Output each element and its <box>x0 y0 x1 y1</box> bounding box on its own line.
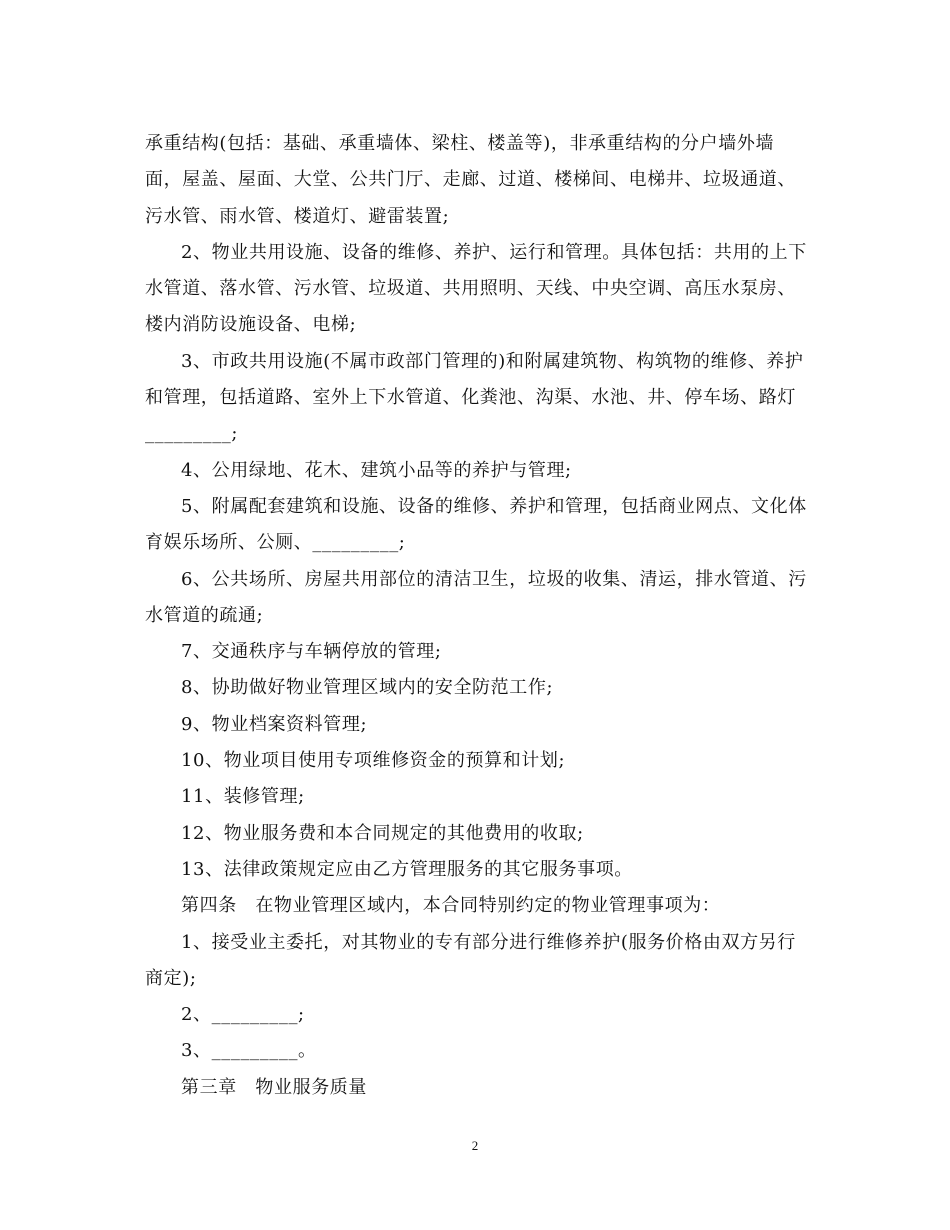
text-line: 水管道的疏通; <box>145 604 264 626</box>
text-line: 楼内消防设施设备、电梯; <box>145 314 357 336</box>
text-line: 面，屋盖、屋面、大堂、公共门厅、走廊、过道、楼梯间、电梯井、垃圾通道、 <box>145 169 796 191</box>
page-number: 2 <box>471 1138 479 1153</box>
text-line: 第四条 在物业管理区域内，本合同特别约定的物业管理事项为： <box>181 895 721 917</box>
text-line: 7、交通秩序与车辆停放的管理; <box>181 641 442 663</box>
text-line: 4、公用绿地、花木、建筑小品等的养护与管理; <box>181 459 572 481</box>
text-line: _________; <box>145 423 239 445</box>
text-line: 2、_________; <box>181 1004 305 1026</box>
text-line: 2、物业共用设施、设备的维修、养护、运行和管理。具体包括：共用的上下 <box>181 241 807 263</box>
text-line: 承重结构(包括：基础、承重墙体、梁柱、楼盖等)，非承重结构的分户墙外墙 <box>145 133 775 154</box>
text-line: 1、接受业主委托，对其物业的专有部分进行维修养护(服务价格由双方另行 <box>181 931 796 953</box>
text-line: 10、物业项目使用专项维修资金的预算和计划; <box>181 750 566 772</box>
text-line: 5、附属配套建筑和设施、设备的维修、养护和管理，包括商业网点、文化体 <box>181 495 807 517</box>
text-line: 第三章 物业服务质量 <box>181 1076 367 1098</box>
text-line: 12、物业服务费和本合同规定的其他费用的收取; <box>181 822 584 844</box>
text-line: 污水管、雨水管、楼道灯、避雷装置; <box>145 205 450 227</box>
text-line: 11、装修管理; <box>181 786 305 808</box>
text-line: 6、公共场所、房屋共用部位的清洁卫生，垃圾的收集、清运，排水管道、污 <box>181 568 807 590</box>
text-line: 水管道、落水管、污水管、垃圾道、共用照明、天线、中央空调、高压水泵房、 <box>145 278 796 300</box>
document-body <box>145 126 810 1106</box>
text-line: 13、法律政策规定应由乙方管理服务的其它服务事项。 <box>181 858 633 880</box>
text-line: 9、物业档案资料管理; <box>181 713 368 735</box>
text-line: 3、市政共用设施(不属市政部门管理的)和附属建筑物、构筑物的维修、养护 <box>181 350 804 372</box>
text-line: 8、协助做好物业管理区域内的安全防范工作; <box>181 677 554 699</box>
text-line: 3、_________。 <box>181 1040 317 1062</box>
text-line: 和管理，包括道路、室外上下水管道、化粪池、沟渠、水池、井、停车场、路灯 <box>145 387 796 409</box>
text-line: 育娱乐场所、公厕、_________; <box>145 532 406 554</box>
text-line: 商定); <box>145 967 197 989</box>
